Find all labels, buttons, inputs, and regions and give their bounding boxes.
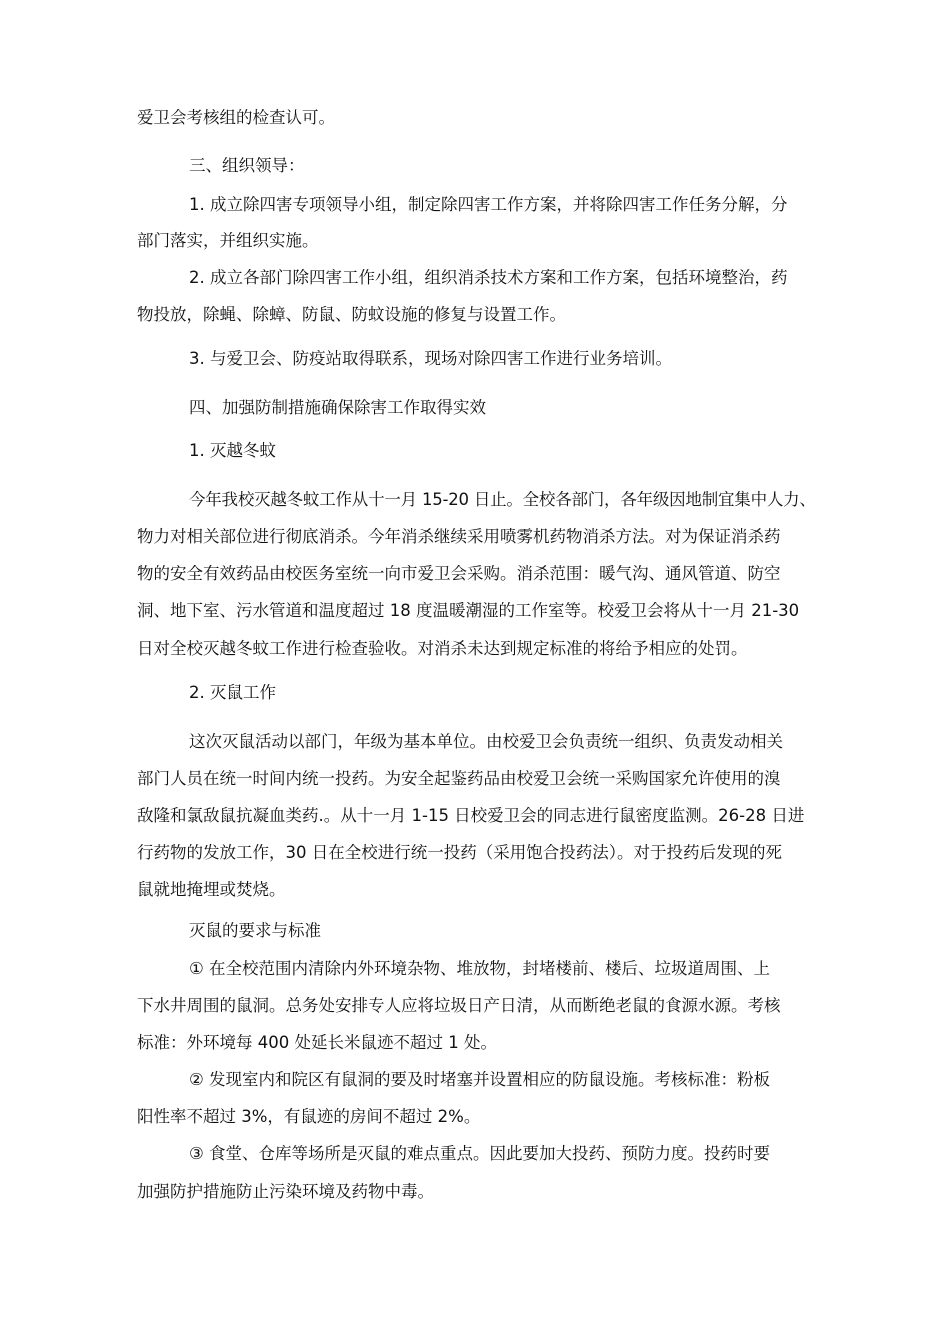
paragraph-line: 日对全校灭越冬蚊工作进行检查验收。对消杀未达到规定标准的将给予相应的处罚。 [137,639,748,658]
list-item: 3. 与爱卫会、防疫站取得联系，现场对除四害工作进行业务培训。 [189,349,672,368]
text-line: 部门落实，并组织实施。 [137,231,319,250]
section-heading: 四、加强防制措施确保除害工作取得实效 [189,398,486,417]
paragraph-line: 下水井周围的鼠洞。总务处安排专人应将垃圾日产日清，从而断绝老鼠的食源水源。考核 [137,996,781,1015]
paragraph-line: 敌隆和氯敌鼠抗凝血类药.。从十一月 1-15 日校爱卫会的同志进行鼠密度监测。26-28 日进 [137,806,805,825]
subsection-heading: 1. 灭越冬蚊 [189,441,276,460]
paragraph-line: 标准：外环境每 400 处延长米鼠迹不超过 1 处。 [137,1033,497,1052]
paragraph-line: 阳性率不超过 3%，有鼠迹的房间不超过 2%。 [137,1107,481,1126]
paragraph-line: 物的安全有效药品由校医务室统一向市爱卫会采购。消杀范围：暖气沟、通风管道、防空 [137,564,781,583]
paragraph-line: 今年我校灭越冬蚊工作从十一月 15-20 日止。全校各部门，各年级因地制宜集中人力、 [189,490,816,509]
text-line: 爱卫会考核组的检查认可。 [137,108,335,127]
list-item: ① 在全校范围内清除内外环境杂物、堆放物，封堵楼前、楼后、垃圾道周围、上 [189,959,771,978]
text-line: 物投放，除蝇、除蟑、防鼠、防蚊设施的修复与设置工作。 [137,305,566,324]
paragraph-line: 部门人员在统一时间内统一投药。为安全起鉴药品由校爱卫会统一采购国家允许使用的溴 [137,769,781,788]
paragraph-line: 行药物的发放工作，30 日在全校进行统一投药（采用饱合投药法）。对于投药后发现的死 [137,843,782,862]
paragraph-line: 鼠就地掩埋或焚烧。 [137,880,286,899]
list-item: ③ 食堂、仓库等场所是灭鼠的难点重点。因此要加大投药、预防力度。投药时要 [189,1144,771,1163]
subsection-heading: 灭鼠的要求与标准 [189,921,321,940]
paragraph-line: 物力对相关部位进行彻底消杀。今年消杀继续采用喷雾机药物消杀方法。对为保证消杀药 [137,527,781,546]
list-item: 1. 成立除四害专项领导小组，制定除四害工作方案，并将除四害工作任务分解，分 [189,195,788,214]
paragraph-line: 洞、地下室、污水管道和温度超过 18 度温暖潮湿的工作室等。校爱卫会将从十一月 21-30 [137,601,800,620]
paragraph-line: 这次灭鼠活动以部门，年级为基本单位。由校爱卫会负责统一组织、负责发动相关 [189,732,783,751]
section-heading: 三、组织领导： [189,156,305,175]
list-item: ② 发现室内和院区有鼠洞的要及时堵塞并设置相应的防鼠设施。考核标准：粉板 [189,1070,771,1089]
paragraph-line: 加强防护措施防止污染环境及药物中毒。 [137,1182,434,1201]
list-item: 2. 成立各部门除四害工作小组，组织消杀技术方案和工作方案，包括环境整治，药 [189,268,788,287]
subsection-heading: 2. 灭鼠工作 [189,683,276,702]
